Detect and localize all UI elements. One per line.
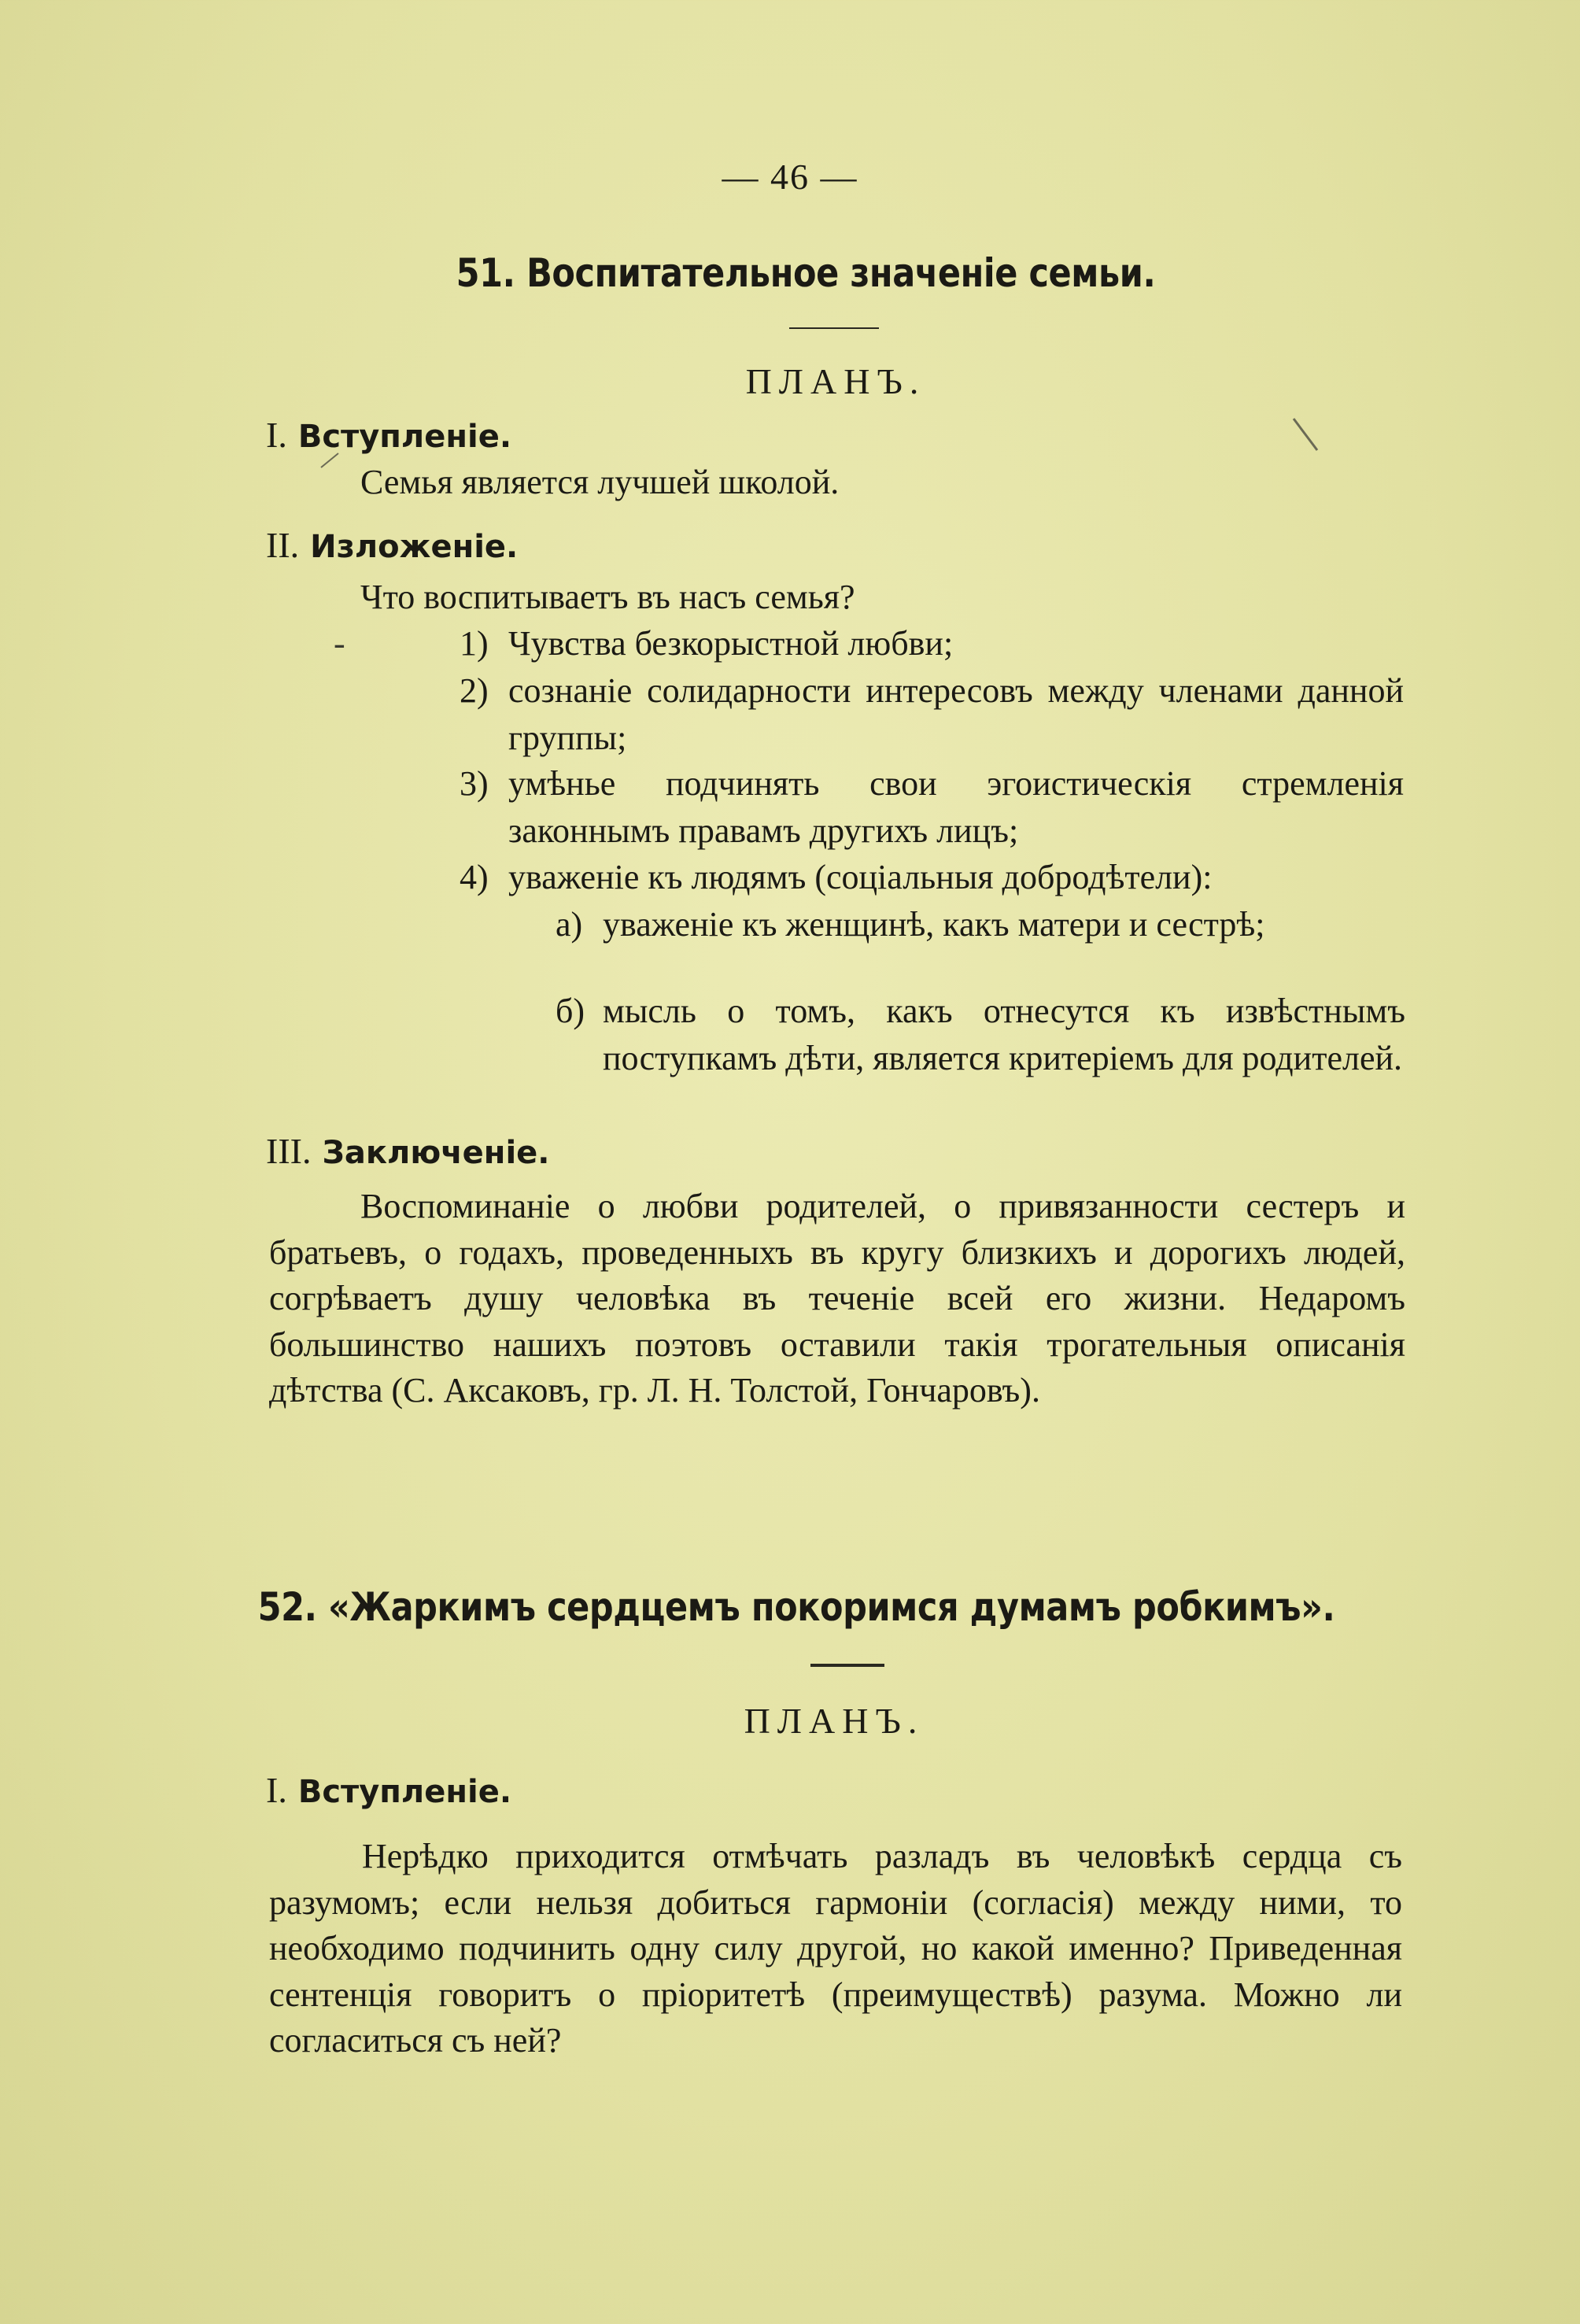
section-51-plan-label: ПЛАНЪ. xyxy=(745,361,926,401)
list-marker: 3) xyxy=(460,764,489,803)
sub-list-item xyxy=(556,901,1405,948)
heading-label: Вступленіе. xyxy=(297,1774,512,1810)
heading-label: Заключеніе. xyxy=(322,1135,550,1171)
list-item xyxy=(460,760,1404,855)
section-52-plan-label: ПЛАНЪ. xyxy=(744,1701,925,1741)
pencil-mark xyxy=(1290,416,1322,455)
list-item xyxy=(460,620,1404,667)
section-51-conclusion-heading xyxy=(266,1130,549,1172)
list-item-text: Чувства безкорыстной любви; xyxy=(508,624,954,663)
title-divider xyxy=(789,327,879,329)
title-divider xyxy=(810,1664,884,1667)
list-marker: б) xyxy=(556,992,585,1030)
pencil-mark: - xyxy=(334,624,345,663)
list-item xyxy=(460,854,1404,901)
page-number: — 46 — xyxy=(722,157,858,197)
section-51-title: 51. Воспитательное значеніе семьи. xyxy=(456,250,1156,296)
list-marker: 4) xyxy=(460,858,489,896)
section-52-title: 52. «Жаркимъ сердцемъ покоримся думамъ робкимъ». xyxy=(257,1584,1335,1630)
section-52-intro-heading xyxy=(266,1769,511,1811)
list-marker: 2) xyxy=(460,671,489,710)
section-52-intro-text: Нерѣдко приходится отмѣчать разладъ въ человѣкѣ сердца съ разумомъ; если нельзя добиться гармоніи (согласія) между ними, то необходимо подчинить одну силу другой, но какой именно? Приведенная сентенція говоритъ о пріоритетѣ (преимуществѣ) разума. Можно ли согласиться съ ней? xyxy=(269,1837,1402,2060)
list-item-text: умѣнье подчинять свои эгоистическія стремленія законнымъ правамъ другихъ лицъ; xyxy=(508,764,1404,850)
list-item-text: уваженіе къ женщинѣ, какъ матери и сестрѣ; xyxy=(603,905,1265,944)
pencil-mark xyxy=(318,450,341,471)
roman-numeral: II. xyxy=(266,525,300,565)
section-51-body-question: Что воспитываетъ въ насъ семья? xyxy=(360,578,855,616)
list-marker: а) xyxy=(556,905,583,944)
section-51-intro-heading xyxy=(266,414,511,456)
list-item-text: сознаніе солидарности интересовъ между членами данной группы; xyxy=(508,671,1404,757)
roman-numeral: I. xyxy=(266,1770,287,1810)
roman-numeral: III. xyxy=(266,1131,312,1171)
heading-label: Вступленіе. xyxy=(297,419,512,455)
section-51-body-heading xyxy=(266,524,518,566)
sub-list-item xyxy=(556,988,1405,1082)
list-item-text: уваженіе къ людямъ (соціальныя добродѣтели): xyxy=(508,858,1213,896)
heading-label: Изложеніе. xyxy=(310,529,519,565)
roman-numeral: I. xyxy=(266,415,287,455)
section-51-intro-text: Семья является лучшей школой. xyxy=(360,463,840,501)
list-marker: 1) xyxy=(460,624,489,663)
list-item-text: мысль о томъ, какъ отнесутся къ извѣстнымъ поступкамъ дѣти, является критеріемъ для родителей. xyxy=(603,992,1405,1077)
section-51-conclusion-text: Воспоминаніе о любви родителей, о привязанности сестеръ и братьевъ, о годахъ, проведенныхъ въ кругу близкихъ и дорогихъ людей, согрѣваетъ душу человѣка въ теченіе всей его жизни. Недаромъ большинство нашихъ поэтовъ оставили такія трогательныя описанія дѣтства (С. Аксаковъ, гр. Л. Н. Толстой, Гончаровъ). xyxy=(269,1187,1405,1410)
list-item xyxy=(460,667,1404,762)
